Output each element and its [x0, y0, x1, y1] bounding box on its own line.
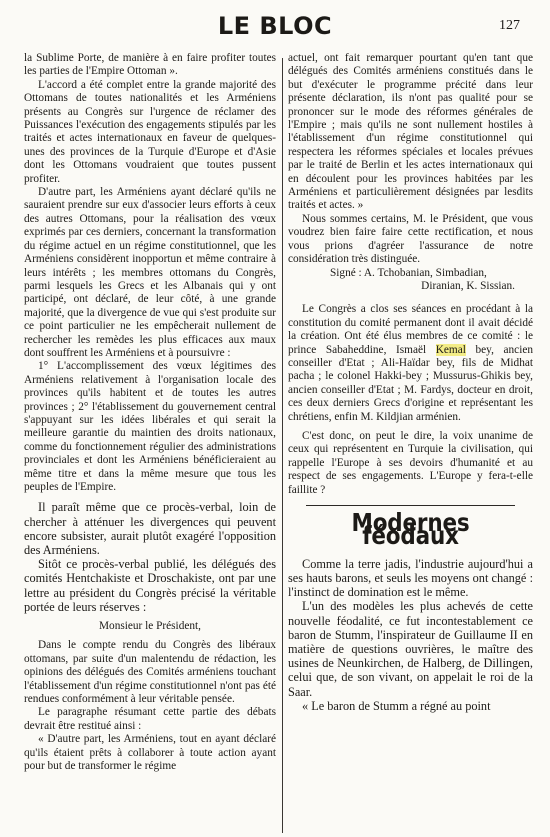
paragraph — [288, 303, 533, 424]
section-rule — [306, 505, 515, 506]
paragraph: Le paragraphe résumant cette partie des débats devrait être restitué ainsi : — [24, 706, 276, 732]
highlighted-word: Kemal — [435, 343, 466, 356]
paragraph: actuel, ont fait remarquer pourtant qu'en tant que délégués des Comités arméniens constitués dans le but d'exécuter le programme précité dans leur présente déclaration, ils n'ont pas qualité pour se prononcer sur le mode des réformes générales de l'Empire ; mais qu'ils ne sont nullement hostiles à l'établissement d'un régime constitutionnel qui respectera les réformes spéciales et locales prévues par le traité de Berlin et les actes internationaux qui en découlent pour les provinces habitées par les Arméniens et particulièrement désignées par lesdits traités et actes. » — [288, 52, 533, 212]
signature-line: Signé : A. Tchobanian, Simbadian, — [330, 266, 487, 279]
letter-salutation: Monsieur le Président, — [99, 620, 201, 633]
paragraph: D'autre part, les Arméniens ayant déclaré qu'ils ne sauraient prendre sur eux d'associer leurs efforts à ceux des autres Ottomans, pour la réalisation des vœux exprimés par ces derniers, concernant la transformation du régime actuel en un régime constitutionnel, que les Arméniens considèrent inopportun et même contraire à leurs intérêts ; les membres ottomans du Congrès, parmi lesquels les Grecs et les Albanais qui y ont participé, ont déclaré, de leur côté, à une grande majorité, que la divergence de vue qui s'est produite sur ce point particulier ne les empêcherait nullement de rechercher les remèdes les plus efficaces aux maux dont souffrent les Arméniens et à poursuivre : — [24, 186, 276, 359]
paragraph: L'un des modèles les plus achevés de cette nouvelle féodalité, ce fut incontestablement ce baron de Stumm, l'inspirateur de Guillaume II en matière de questions ouvrières, le maître des usines de Neunkirchen, de Halberg, de Dillingen, celui que, de son vivant, on appelait le roi de la Saar. — [288, 599, 533, 699]
text-run: bey, ancien conseiller d'Etat ; Ali-Haïdar bey, fils de Midhat pacha ; le colonel Hakki-bey ; Mussurus-Ghikis bey, ancien conseiller d'Etat ; M. Fardys, docteur en droit, ces deux derniers Grecs d'origine et représentant les chrétiens, enfin M. Kildjian arménien. — [288, 343, 533, 423]
paragraph: Nous sommes certains, M. le Président, que vous voudrez bien faire faire cette rectification, et nous vous prions d'agréer l'assurance de notre considération très distinguée. — [288, 212, 533, 266]
paragraph: la Sublime Porte, de manière à en faire profiter toutes les parties de l'Empire Ottoman ». — [24, 52, 276, 78]
paragraph: C'est donc, on peut le dire, la voix unanime de ceux qui représentent en Turquie la civilisation, qui rappelle l'Europe à ses devoirs d'humanité et au respect de ses engagements. L'Europe y fera-t-elle faillite ? — [288, 429, 533, 496]
paragraph: 1° L'accomplissement des vœux légitimes des Arméniens relativement à l'organisation locale des provinces qu'ils habitent et de toutes les autres provinces ; 2° l'établissement du gouvernement central s'appuyant sur les idées libérales et qui serait la meilleure garantie du maintien des droits nationaux, comme du fonctionnement régulier des administrations provinciales et dont les Arméniens bénéficieraient au même titre et dans la même mesure que tous les peuples de l'Empire. — [24, 360, 276, 493]
text-run: Le Congrès a clos ses séances en procédant à la constitution du comité permanent dont il avait décidé la création. Ont été élus membres de ce comité : le prince Sabaheddine, Ismaël — [288, 303, 533, 356]
article-title: Modernes féodaux — [351, 508, 470, 551]
publication-title: LE BLOC — [217, 12, 333, 40]
signature-line: Diranian, K. Sissian. — [421, 279, 515, 292]
paragraph: Il paraît même que ce procès-verbal, loin de chercher à atténuer les divergences qui peuvent encore subsister, aurait plutôt exagéré l'opposition des Arméniens. — [24, 500, 276, 558]
paragraph: « D'autre part, les Arméniens, tout en ayant déclaré qu'ils étaient prêts à collaborer à toute action ayant pour but de transformer le régime — [24, 733, 276, 773]
paragraph: « Le baron de Stumm a régné au point — [302, 698, 491, 713]
left-column — [24, 52, 276, 774]
paragraph: Dans le compte rendu du Congrès des libéraux ottomans, par suite d'un malentendu de rédaction, les opinions des délégués des Comités arméniens touchant l'établissement d'un régime constitutionnel n'ont pas été rendues conformément à leur véritable pensée. — [24, 639, 276, 706]
page-number: 127 — [499, 18, 520, 33]
paragraph: Sitôt ce procès-verbal publié, les délégués des comités Hentchakiste et Droschakiste, ont par une lettre au président du Congrès précisé la véritable portée de leurs réserves : — [24, 557, 276, 614]
right-column — [288, 52, 533, 713]
paragraph: L'accord a été complet entre la grande majorité des Ottomans de toutes nationalités et les Arméniens présents au Congrès sur l'urgence de réclamer des Puissances l'exécution des engagements stipulés par les traités et actes internationaux en faveur de quelques-unes des provinces de la Turquie d'Europe et d'Asie dont les Ottomans voudraient que toutes pussent profiter. — [24, 78, 276, 185]
column-divider — [282, 58, 283, 833]
page-header — [0, 12, 550, 42]
paragraph: Comme la terre jadis, l'industrie aujourd'hui a ses hauts barons, et seuls les moyens ont changé : l'instinct de domination est le même. — [288, 556, 533, 600]
